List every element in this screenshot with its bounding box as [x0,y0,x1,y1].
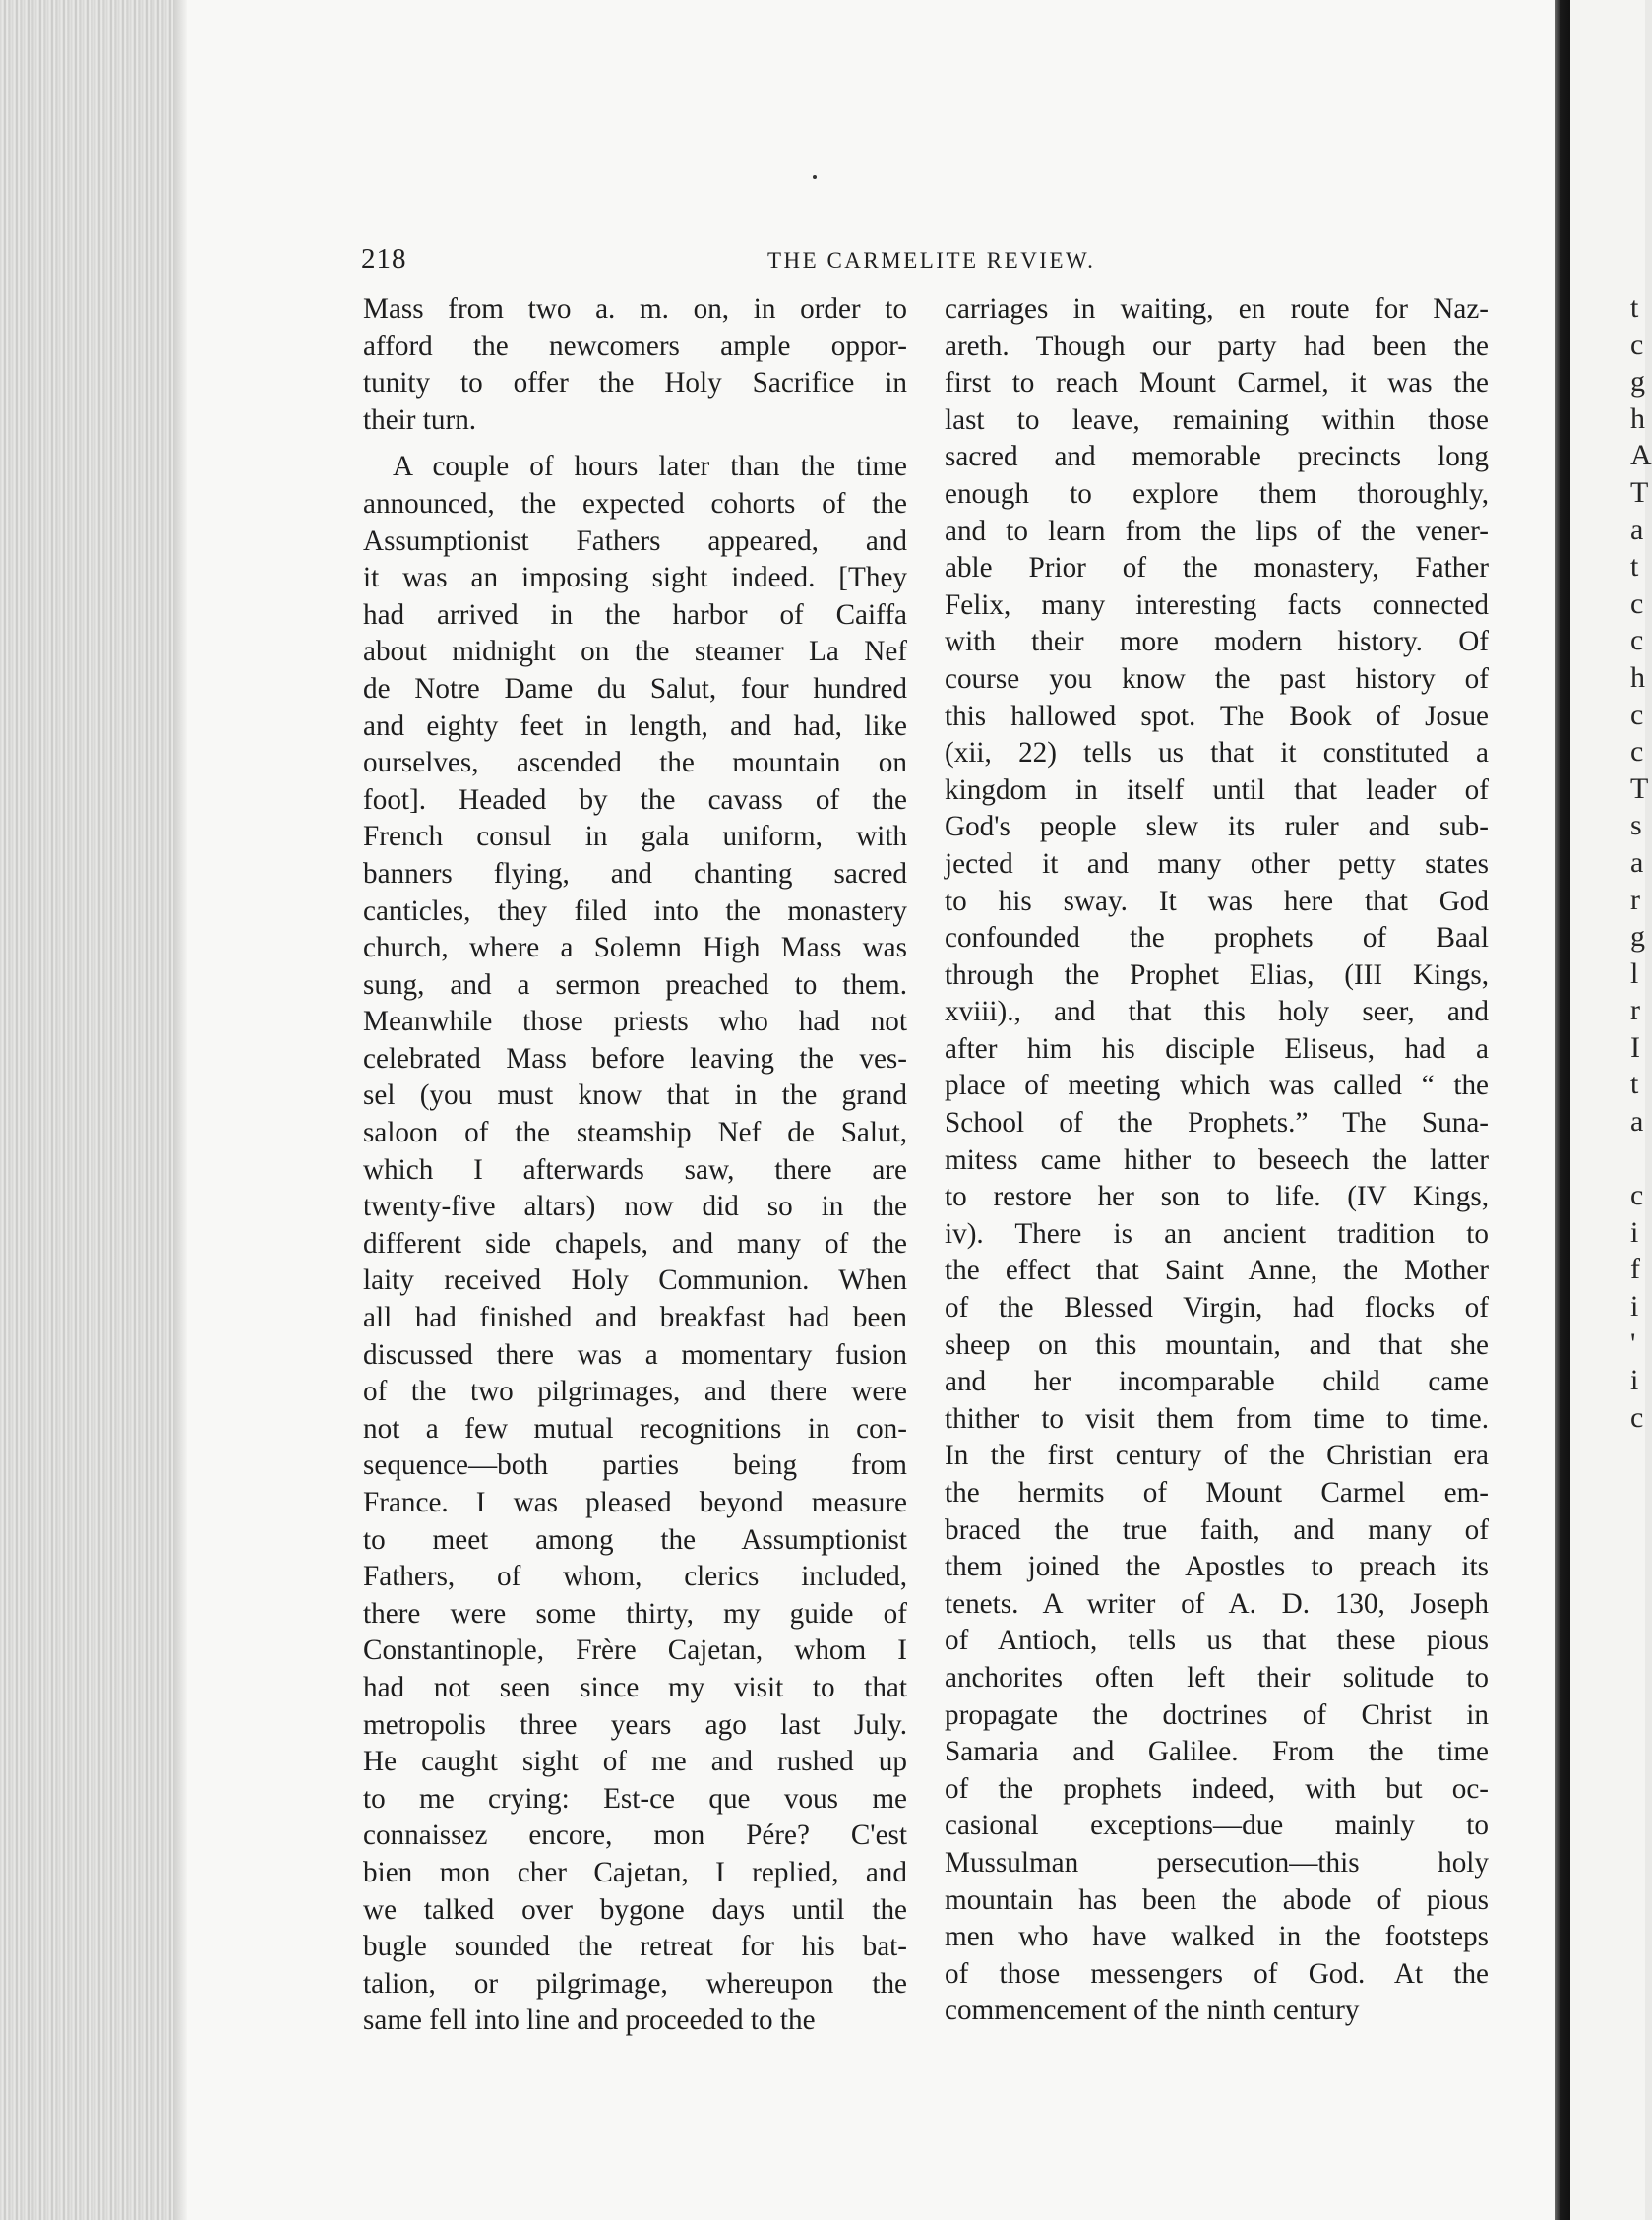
text-line: Felix, many interesting facts connected [945,588,1489,621]
text-line: bugle sounded the retreat for his bat- [363,1931,907,1963]
text-line: braced the true faith, and many of [945,1513,1489,1546]
text-line: of the Blessed Virgin, had flocks of [945,1292,1489,1325]
text-line: God's people slew its ruler and sub- [945,811,1489,843]
text-line: this hallowed spot. The Book of Josue [945,700,1489,732]
fragment-letter: c [1630,1400,1644,1434]
text-line: laity received Holy Communion. When [363,1264,907,1297]
text-line: sheep on this mountain, and that she [945,1328,1489,1361]
text-line: announced, the expected cohorts of the [363,487,907,520]
fragment-letter: g [1630,365,1645,399]
text-line: sacred and memorable precincts long [945,441,1489,473]
text-line: had arrived in the harbor of Caiffa [363,598,907,631]
right-column [945,291,1489,2030]
text-line: foot]. Headed by the cavass of the [363,783,907,816]
text-line: casional exceptions—due mainly to [945,1810,1489,1842]
text-line: about midnight on the steamer La Nef [363,636,907,668]
text-line: not a few mutual recognitions in con- [363,1412,907,1445]
book-page-edges [0,0,187,2220]
text-line: and eighty feet in length, and had, like [363,709,907,742]
fragment-letter: c [1630,328,1644,361]
text-line: commencement of the ninth century [945,1995,1360,2027]
fragment-letter: f [1630,1253,1640,1286]
text-line: the effect that Saint Anne, the Mother [945,1255,1489,1287]
text-line: kingdom in itself until that leader of [945,773,1489,806]
text-line: men who have walked in the footsteps [945,1921,1489,1953]
text-line: bien mon cher Cajetan, I replied, and [363,1856,907,1888]
text-line: we talked over bygone days until the [363,1893,907,1926]
fragment-letter: T [1630,475,1649,509]
fragment-letter: s [1630,809,1642,842]
text-line: areth. Though our party had been the [945,330,1489,362]
fragment-letter: t [1630,1068,1639,1101]
text-line: of the two pilgrimages, and there were [363,1376,907,1408]
text-line: (xii, 22) tells us that it constituted a [945,737,1489,770]
fragment-letter: r [1630,883,1640,916]
text-line: to meet among the Assumptionist [363,1523,907,1556]
book-gutter [1555,0,1570,2220]
text-line: confounded the prophets of Baal [945,922,1489,955]
fragment-letter: a [1630,1105,1644,1139]
text-line: talion, or pilgrimage, whereupon the [363,1967,907,2000]
text-line: tenets. A writer of A. D. 130, Joseph [945,1587,1489,1620]
text-line: which I afterwards saw, there are [363,1153,907,1186]
text-line: Meanwhile those priests who had not [363,1006,907,1038]
text-line: first to reach Mount Carmel, it was the [945,367,1489,400]
text-line: it was an imposing sight indeed. [They [363,562,907,594]
text-line: last to leave, remaining within those [945,403,1489,436]
text-line: different side chapels, and many of the [363,1227,907,1260]
fragment-letter [1630,1141,1650,1178]
text-line: with their more modern history. Of [945,626,1489,658]
text-line: banners flying, and chanting sacred [363,857,907,890]
text-line: able Prior of the monastery, Father [945,552,1489,585]
fragment-letter [1630,1436,1650,1473]
text-line: He caught sight of me and rushed up [363,1746,907,1778]
text-line: saloon of the steamship Nef de Salut, [363,1117,907,1149]
text-line: to restore her son to life. (IV Kings, [945,1181,1489,1213]
fragment-letter: i [1630,1364,1639,1397]
text-line: church, where a Solemn High Mass was [363,932,907,964]
fragment-letter: c [1630,624,1644,657]
text-line: de Notre Dame du Salut, four hundred [363,672,907,705]
text-line: France. I was pleased beyond measure [363,1487,907,1518]
text-line: place of meeting which was called “ the [945,1070,1489,1102]
text-line: enough to explore them thoroughly, [945,477,1489,510]
fragment-letter: A [1630,439,1652,472]
fragment-letter: t [1630,291,1639,324]
text-line: thither to visit them from time to time. [945,1402,1489,1435]
fragment-letter: g [1630,920,1645,954]
text-line: through the Prophet Elias, (III Kings, [945,958,1489,991]
fragment-letter: I [1630,1030,1640,1064]
text-line: the hermits of Mount Carmel em- [945,1477,1489,1509]
text-line: sequence—both parties being from [363,1449,907,1482]
fragment-letter: t [1630,550,1639,584]
text-line: of the prophets indeed, with but oc- [945,1772,1489,1805]
text-line: Samaria and Galilee. From the time [945,1736,1489,1768]
text-line: same fell into line and proceeded to the [363,2004,816,2037]
text-line: tunity to offer the Holy Sacrifice in [363,367,907,400]
text-line: of Antioch, tells us that these pious [945,1625,1489,1657]
text-line: afford the newcomers ample oppor- [363,330,907,362]
fragment-letter: h [1630,401,1645,435]
text-line: iv). There is an ancient tradition to [945,1217,1489,1250]
text-line: Constantinople, Frère Cajetan, whom I [363,1634,907,1667]
fragment-letter: c [1630,1179,1644,1212]
text-line: Assumptionist Fathers appeared, and [363,524,907,557]
text-line: discussed there was a momentary fusion [363,1338,907,1371]
text-line: Mass from two a. m. on, in order to [363,293,907,325]
text-line: xviii)., and that this holy seer, and [945,996,1489,1028]
text-line: Fathers, of whom, clerics included, [363,1561,907,1593]
text-line: carriages in waiting, en route for Naz- [945,293,1489,325]
fragment-letter: a [1630,845,1644,879]
text-line: sung, and a sermon preached to them. [363,968,907,1001]
text-line: mitess came hither to beseech the latter [945,1143,1489,1176]
text-line: to his sway. It was here that God [945,885,1489,917]
text-line: to me crying: Est-ce que vous me [363,1782,907,1815]
fragment-letter: h [1630,660,1645,694]
text-line: connaissez encore, mon Pére? C'est [363,1819,907,1852]
text-line: after him his disciple Eliseus, had a [945,1032,1489,1065]
paragraph-gap [363,439,907,449]
text-line: School of the Prophets.” The Suna- [945,1107,1489,1140]
text-line: A couple of hours later than the time [393,451,907,483]
fragment-letter [1630,1511,1650,1548]
text-line: their turn. [363,403,477,436]
text-line: all had finished and breakfast had been [363,1302,907,1334]
next-page-fragments [1630,289,1650,1547]
fragment-letter: i [1630,1290,1639,1324]
fragment-letter: a [1630,513,1644,546]
text-line: anchorites often left their solitude to [945,1661,1489,1694]
text-line: and her incomparable child came [945,1366,1489,1398]
ink-speck [813,175,817,179]
fragment-letter: c [1630,698,1644,731]
text-line: them joined the Apostles to preach its [945,1551,1489,1583]
fragment-letter: T [1630,771,1649,805]
fragment-letter [1630,1473,1650,1511]
fragment-letter: c [1630,735,1644,769]
page-number: 218 [361,243,407,275]
text-line: metropolis three years ago last July. [363,1708,907,1741]
fragment-letter: ' [1630,1326,1636,1360]
text-line: mountain has been the abode of pious [945,1883,1489,1916]
fragment-letter: i [1630,1215,1639,1249]
text-line: In the first century of the Christian era [945,1440,1489,1472]
fragment-letter: r [1630,994,1640,1027]
text-line: twenty-five altars) now did so in the [363,1191,907,1223]
fragment-letter: l [1630,956,1639,990]
text-line: canticles, they filed into the monastery [363,894,907,927]
text-line: Mussulman persecution—this holy [945,1846,1489,1879]
text-line: of those messengers of God. At the [945,1957,1489,1990]
text-line: propagate the doctrines of Christ in [945,1698,1489,1731]
text-line: jected it and many other petty states [945,847,1489,880]
fragment-letter: c [1630,586,1644,620]
text-line: there were some thirty, my guide of [363,1597,907,1630]
left-column [363,291,907,2040]
text-line: course you know the past history of [945,662,1489,695]
text-line: French consul in gala uniform, with [363,821,907,853]
text-line: ourselves, ascended the mountain on [363,747,907,779]
text-line: sel (you must know that in the grand [363,1079,907,1112]
text-line: had not seen since my visit to that [363,1671,907,1703]
text-line: and to learn from the lips of the vener- [945,515,1489,547]
running-title: THE CARMELITE REVIEW. [767,248,1096,273]
text-line: celebrated Mass before leaving the ves- [363,1042,907,1075]
